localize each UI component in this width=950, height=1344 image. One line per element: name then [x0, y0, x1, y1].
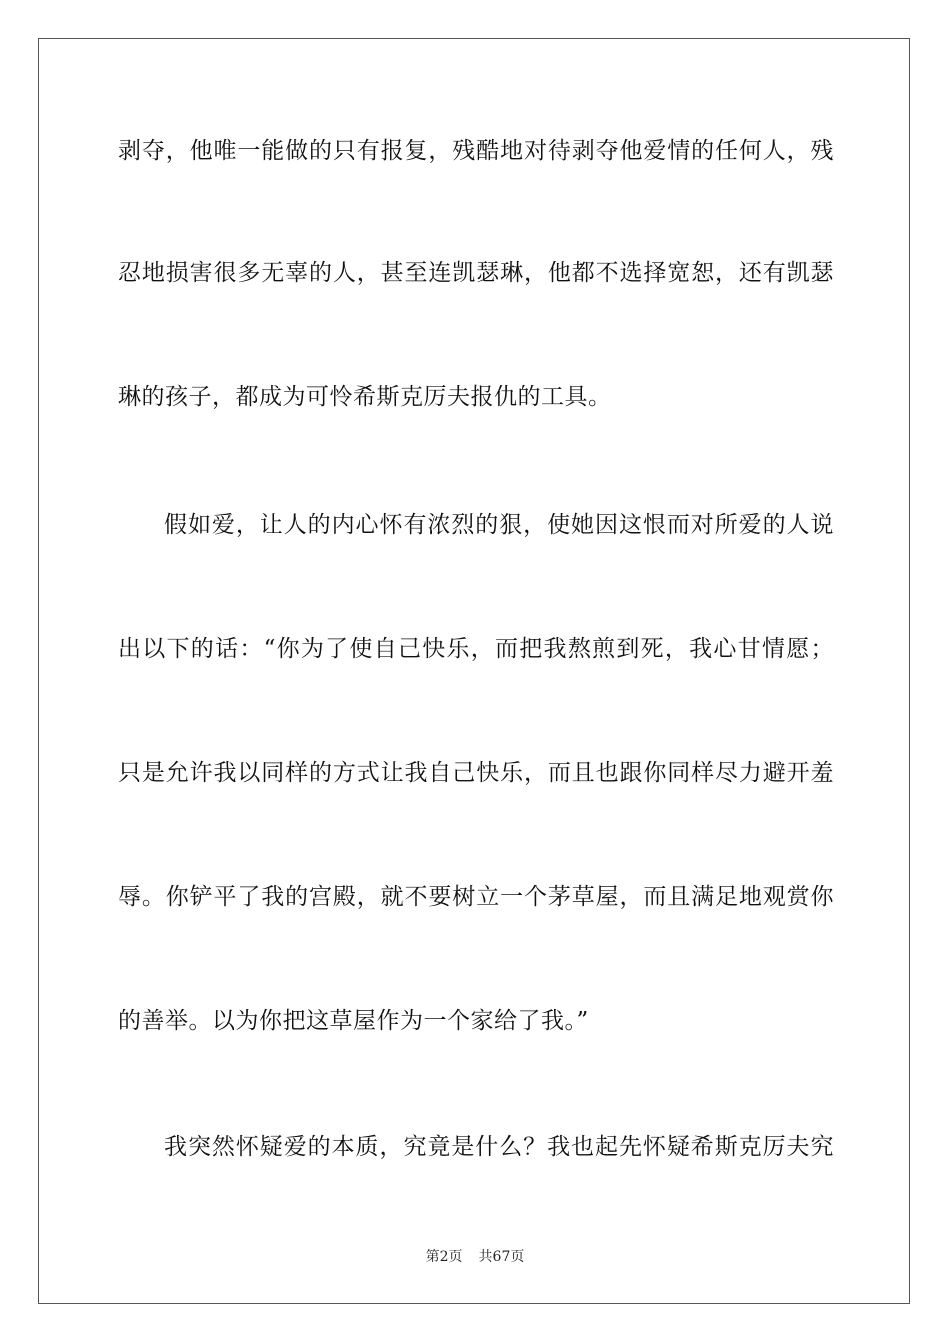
paragraph-first-line: 假如爱，让人的内心怀有浓烈的狠，使她因这恨而对所爱的人说 — [164, 512, 834, 538]
page-number: 第2页 — [425, 1249, 463, 1265]
body-text-line: 出以下的话：“你为了使自己快乐，而把我熬煎到死，我心甘情愿； — [118, 636, 834, 662]
page-border — [38, 38, 910, 1304]
body-text-line: 只是允许我以同样的方式让我自己快乐，而且也跟你同样尽力避开羞 — [118, 760, 834, 786]
body-text-line: 琳的孩子，都成为可怜希斯克厉夫报仇的工具。 — [118, 384, 612, 410]
paragraph-first-line: 我突然怀疑爱的本质，究竟是什么？我也起先怀疑希斯克厉夫究 — [164, 1134, 834, 1160]
body-text-line: 剥夺，他唯一能做的只有报复，残酷地对待剥夺他爱情的任何人，残 — [118, 138, 834, 164]
body-text-line: 辱。你铲平了我的宫殿，就不要树立一个茅草屋，而且满足地观赏你 — [118, 884, 834, 910]
page-total: 共67页 — [478, 1249, 525, 1265]
body-text-line: 忍地损害很多无辜的人，甚至连凯瑟琳，他都不选择宽恕，还有凯瑟 — [118, 260, 834, 286]
body-text-line: 的善举。以为你把这草屋作为一个家给了我。” — [118, 1008, 589, 1034]
page-footer — [0, 1246, 950, 1266]
